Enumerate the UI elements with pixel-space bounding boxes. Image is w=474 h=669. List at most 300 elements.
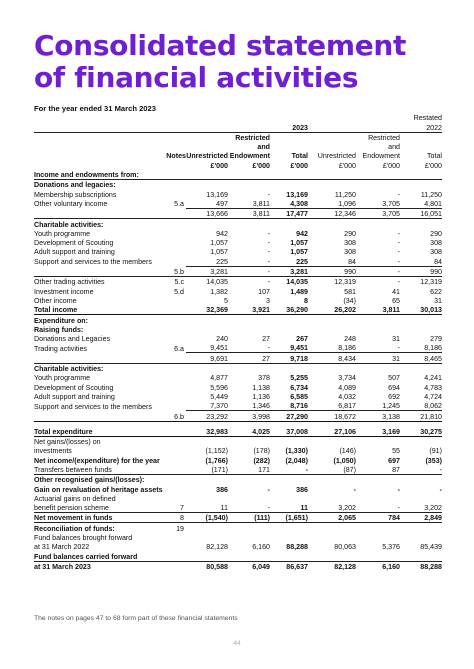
row-note-ref [162, 427, 186, 437]
row-note-ref [162, 170, 186, 180]
row-note-ref [162, 542, 186, 551]
value-cell: - [267, 278, 270, 287]
value-cell [400, 436, 442, 446]
row-label: Other voluntary income [34, 200, 108, 209]
statement-row [34, 465, 442, 475]
row-note-ref [162, 219, 186, 229]
value-cell: - [397, 485, 400, 494]
value-cell: 3,921 [228, 305, 270, 315]
value-cell: 8,186 [338, 344, 356, 353]
unrestricted-header-current: Unrestricted [186, 152, 228, 161]
value-cell: 942 [296, 229, 308, 238]
row-note-ref [162, 474, 186, 484]
value-cell: 1,057 [210, 239, 228, 248]
value-cell: 308 [344, 239, 356, 248]
value-cell [228, 180, 270, 190]
value-cell: - [397, 257, 400, 266]
restricted-label-prior: Restricted [356, 132, 400, 142]
value-cell: 5 [224, 296, 228, 305]
value-cell: 248 [344, 335, 356, 344]
statement-row [34, 325, 442, 334]
value-cell: - [267, 257, 270, 266]
value-cell [356, 436, 400, 446]
unit-label: £'000 [382, 161, 400, 170]
value-cell: 37,008 [270, 427, 308, 437]
value-cell [270, 494, 308, 503]
value-cell [400, 219, 442, 229]
statement-row [34, 343, 442, 353]
value-cell: 12,319 [420, 278, 442, 287]
statement-row [34, 229, 442, 238]
value-cell [308, 436, 356, 446]
value-cell: 4,783 [424, 383, 442, 392]
value-cell: 942 [216, 229, 228, 238]
value-cell [308, 474, 356, 484]
value-cell [400, 325, 442, 334]
row-note-ref: 6.a [174, 344, 184, 353]
row-note-ref [162, 305, 186, 315]
value-cell [356, 551, 400, 561]
statement-row [34, 446, 442, 455]
value-cell: 3,811 [228, 208, 270, 218]
unit-label: £'000 [252, 161, 270, 170]
value-cell: 41 [392, 287, 400, 296]
value-cell: - [270, 465, 308, 475]
statement-row [34, 513, 442, 523]
row-note-ref [162, 363, 186, 373]
value-cell: 82,128 [206, 543, 228, 552]
value-cell: 4,032 [338, 392, 356, 401]
value-cell: - [267, 229, 270, 238]
row-label: Net income/(expenditure) for the year [34, 456, 160, 465]
title-line-1: Consolidated statement [34, 29, 407, 62]
statement-row [34, 427, 442, 437]
row-note-ref [162, 561, 186, 571]
value-cell [270, 219, 308, 229]
row-label: Development of Scouting [34, 383, 114, 392]
row-note-ref [162, 315, 186, 325]
statement-row [34, 238, 442, 247]
row-note-ref [162, 465, 186, 475]
value-cell: (111) [228, 513, 270, 523]
row-note-ref: 19 [176, 524, 184, 533]
value-cell [270, 170, 308, 180]
row-note-ref [162, 455, 186, 464]
row-note-ref [162, 353, 186, 363]
value-cell: 386 [216, 485, 228, 494]
value-cell: - [397, 278, 400, 287]
value-cell [308, 315, 356, 325]
value-cell: 8,716 [290, 402, 308, 411]
row-label: Net gains/(losses) on [34, 438, 101, 447]
value-cell: 5,449 [210, 392, 228, 401]
value-cell: 82,128 [334, 562, 356, 571]
row-label: at 31 March 2023 [34, 562, 91, 571]
value-cell: - [267, 239, 270, 248]
value-cell [308, 523, 356, 533]
value-cell: 13,169 [206, 190, 228, 199]
row-note-ref: 7 [162, 503, 186, 513]
value-cell: 3,998 [228, 411, 270, 421]
unit-label: £'000 [424, 161, 442, 170]
statement-row [34, 277, 442, 287]
value-cell: - [397, 229, 400, 238]
value-cell: 17,477 [270, 208, 308, 218]
row-label: Development of Scouting [34, 239, 114, 248]
value-cell: 3,202 [400, 503, 442, 513]
row-label: Total income [34, 305, 162, 315]
value-cell: 27,290 [270, 411, 308, 421]
value-cell: 8 [304, 296, 308, 305]
value-cell: 4,241 [424, 374, 442, 383]
value-cell [228, 494, 270, 503]
total-header-current: Total [291, 152, 308, 161]
value-cell: (1,152) [205, 447, 228, 456]
value-cell: 3 [266, 296, 270, 305]
value-cell: 6,817 [338, 402, 356, 411]
row-note-ref: 8 [162, 513, 186, 523]
value-cell: 11 [270, 503, 308, 513]
row-note-ref: 5.a [174, 200, 184, 209]
value-cell [400, 180, 442, 190]
value-cell [228, 551, 270, 561]
value-cell [186, 533, 228, 542]
value-cell [308, 533, 356, 542]
value-cell: 497 [216, 199, 228, 208]
value-cell: 4,801 [424, 199, 442, 208]
value-cell: 3,281 [186, 266, 228, 276]
statement-row [34, 551, 442, 561]
value-cell: 80,063 [334, 543, 356, 552]
value-cell: (91) [429, 447, 442, 456]
value-cell: - [356, 503, 400, 513]
row-label: Charitable activities: [34, 365, 104, 374]
value-cell: 9,691 [186, 353, 228, 363]
value-cell: (87) [308, 465, 356, 475]
value-cell [186, 363, 228, 373]
value-cell [400, 363, 442, 373]
value-cell: 23,292 [186, 411, 228, 421]
row-label: benefit pension scheme [34, 503, 162, 513]
value-cell: 3,811 [356, 305, 400, 315]
value-cell: 21,810 [400, 411, 442, 421]
value-cell: 1,489 [290, 287, 308, 296]
value-cell: 3,138 [356, 411, 400, 421]
value-cell [400, 170, 442, 180]
row-label: Fund balances brought forward [34, 534, 133, 543]
row-note-ref: 6.b [162, 411, 186, 421]
value-cell: 30,013 [400, 305, 442, 315]
row-note-ref [162, 401, 186, 411]
value-cell: 990 [308, 266, 356, 276]
value-cell: - [267, 344, 270, 353]
unit-label: £'000 [338, 161, 356, 170]
statement-row [34, 401, 442, 411]
value-cell: - [397, 190, 400, 199]
value-cell: 27,106 [308, 427, 356, 437]
value-cell [356, 474, 400, 484]
row-note-ref [162, 180, 186, 190]
value-cell [356, 315, 400, 325]
statement-row [34, 474, 442, 484]
row-label: Membership subscriptions [34, 190, 117, 199]
value-cell: 308 [430, 248, 442, 257]
statement-row [34, 353, 442, 363]
page-number: 44 [233, 640, 241, 647]
statement-row [34, 484, 442, 493]
value-cell: - [267, 248, 270, 257]
title-line-2: of financial activities [34, 61, 359, 94]
statement-row [34, 436, 442, 446]
statement-row [34, 503, 442, 513]
year-current-label: 2023 [292, 123, 308, 132]
value-cell [228, 219, 270, 229]
row-label: Adult support and training [34, 248, 115, 257]
value-cell [270, 363, 308, 373]
value-cell [228, 170, 270, 180]
row-label: Net movement in funds [34, 513, 162, 523]
value-cell: - [267, 190, 270, 199]
value-cell: 2,849 [400, 513, 442, 523]
row-label: investments [34, 447, 72, 456]
value-cell: 386 [296, 485, 308, 494]
value-cell: 86,637 [286, 562, 308, 571]
row-note-ref [162, 533, 186, 542]
value-cell [400, 523, 442, 533]
row-label: Other income [34, 296, 77, 305]
value-cell: 9,718 [270, 353, 308, 363]
value-cell: 31 [392, 335, 400, 344]
statement-row [34, 170, 442, 180]
value-cell [186, 219, 228, 229]
value-cell: 581 [344, 287, 356, 296]
value-cell: 1,346 [252, 402, 270, 411]
value-cell: 11,250 [334, 190, 356, 199]
value-cell: 4,025 [228, 427, 270, 437]
value-cell [186, 494, 228, 503]
statement-row [34, 199, 442, 209]
statement-row [34, 561, 442, 571]
value-cell [186, 315, 228, 325]
row-note-ref [162, 551, 186, 561]
value-cell: 4,308 [290, 199, 308, 208]
row-note-ref [162, 484, 186, 493]
statement-row [34, 542, 442, 551]
value-cell [228, 533, 270, 542]
unit-label: £'000 [210, 161, 228, 170]
value-cell [186, 523, 228, 533]
value-cell [270, 533, 308, 542]
value-cell: 84 [348, 257, 356, 266]
value-cell [228, 315, 270, 325]
value-cell: 378 [258, 374, 270, 383]
row-label [34, 353, 162, 363]
value-cell: - [397, 248, 400, 257]
row-label: Investment income [34, 287, 94, 296]
value-cell: 1,136 [252, 392, 270, 401]
value-cell [400, 474, 442, 484]
row-label: Transfers between funds [34, 465, 162, 475]
statement-row [34, 305, 442, 315]
unrestricted-header-prior: Unrestricted [317, 152, 356, 161]
value-cell: 7,370 [210, 402, 228, 411]
value-cell [228, 363, 270, 373]
value-cell [308, 180, 356, 190]
value-cell: 171 [228, 465, 270, 475]
value-cell [270, 180, 308, 190]
statement-row [34, 334, 442, 343]
value-cell: (1,330) [285, 447, 308, 456]
row-label: Support and services to the members [34, 258, 152, 267]
value-cell: 31 [356, 353, 400, 363]
value-cell: 3,705 [356, 208, 400, 218]
row-label: Charitable activities: [34, 220, 104, 229]
row-label: Donations and Legacies [34, 335, 111, 344]
value-cell: 240 [216, 335, 228, 344]
value-cell [400, 533, 442, 542]
year-prior-label: 2022 [426, 123, 442, 132]
value-cell [400, 494, 442, 503]
value-cell: 1,096 [338, 199, 356, 208]
and-label-prior: and [388, 143, 400, 152]
value-cell: 1,245 [382, 402, 400, 411]
notes-header: Notes [166, 152, 186, 161]
header-row-restated [34, 113, 442, 122]
value-cell: 26,202 [308, 305, 356, 315]
value-cell [356, 363, 400, 373]
value-cell: 30,275 [400, 427, 442, 437]
value-cell: 6,585 [290, 392, 308, 401]
value-cell [270, 325, 308, 334]
header-row-and [34, 142, 442, 151]
value-cell: 13,666 [186, 208, 228, 218]
value-cell: (1,651) [270, 513, 308, 523]
value-cell: 308 [430, 239, 442, 248]
row-label: Other trading activities [34, 278, 105, 287]
row-label: Fund balances carried forward [34, 551, 162, 561]
value-cell [270, 315, 308, 325]
total-header-prior: Total [427, 152, 442, 161]
value-cell: 88,288 [420, 562, 442, 571]
value-cell: 6,160 [382, 562, 400, 571]
row-label: Youth programme [34, 229, 91, 238]
value-cell: 225 [296, 257, 308, 266]
value-cell: 80,588 [206, 562, 228, 571]
statement-row [34, 392, 442, 401]
value-cell: 3,169 [356, 427, 400, 437]
value-cell: (34) [343, 296, 356, 305]
statement-row [34, 455, 442, 464]
value-cell: 697 [388, 456, 400, 465]
restated-label: Restated [413, 114, 442, 123]
row-label: Trading activities [34, 344, 87, 353]
value-cell: - [228, 503, 270, 513]
row-note-ref: 5.b [162, 266, 186, 276]
unit-label: £'000 [290, 161, 308, 170]
period-subtitle: For the year ended 31 March 2023 [34, 104, 156, 113]
value-cell: 16,051 [400, 208, 442, 218]
row-label: Total expenditure [34, 427, 162, 437]
row-label [34, 208, 162, 218]
value-cell: - [228, 266, 270, 276]
row-label: Donations and legacies: [34, 181, 116, 190]
page-title [34, 30, 406, 94]
statement-row [34, 256, 442, 266]
value-cell: 85,439 [420, 543, 442, 552]
value-cell: 31 [434, 296, 442, 305]
row-note-ref [162, 325, 186, 334]
value-cell: 27 [262, 335, 270, 344]
row-label: Reconciliation of funds: [34, 524, 115, 533]
value-cell: 9,451 [210, 344, 228, 353]
value-cell [186, 474, 228, 484]
and-label-current: and [257, 143, 270, 152]
value-cell: 11,250 [420, 190, 442, 199]
financial-statement-table [34, 113, 442, 571]
row-note-ref [162, 256, 186, 266]
statement-row [34, 180, 442, 190]
value-cell: 1,382 [210, 287, 228, 296]
value-cell: 84 [434, 257, 442, 266]
row-note-ref [162, 189, 186, 198]
value-cell: 12,319 [334, 278, 356, 287]
value-cell: 55 [392, 447, 400, 456]
value-cell: 622 [430, 287, 442, 296]
value-cell [356, 180, 400, 190]
value-cell [228, 523, 270, 533]
value-cell: 1,057 [290, 248, 308, 257]
value-cell: 8,062 [424, 402, 442, 411]
header-row-restricted [34, 132, 442, 142]
statement-row [34, 494, 442, 503]
row-note-ref [162, 334, 186, 343]
value-cell [356, 219, 400, 229]
row-note-ref [162, 436, 186, 446]
value-cell: 8,465 [400, 353, 442, 363]
value-cell: (2,048) [285, 456, 308, 465]
row-note-ref [162, 247, 186, 256]
value-cell: 32,369 [186, 305, 228, 315]
value-cell: - [397, 239, 400, 248]
header-row-years [34, 122, 442, 132]
value-cell: 11 [186, 503, 228, 513]
statement-row [34, 208, 442, 218]
value-cell: 267 [296, 335, 308, 344]
value-cell [270, 436, 308, 446]
value-cell: (1,766) [205, 456, 228, 465]
value-cell: 8,186 [424, 344, 442, 353]
statement-row [34, 523, 442, 533]
value-cell: (1,540) [186, 513, 228, 523]
restricted-label-current: Restricted [228, 132, 270, 142]
value-cell: 12,346 [308, 208, 356, 218]
value-cell [186, 551, 228, 561]
value-cell [308, 494, 356, 503]
value-cell: (178) [253, 447, 270, 456]
value-cell: (171) [186, 465, 228, 475]
footnote: The notes on pages 47 to 68 form part of these financial statements [34, 615, 238, 622]
value-cell: 88,288 [286, 543, 308, 552]
statement-row [34, 533, 442, 542]
endowment-header-current: Endowment [229, 152, 270, 161]
value-cell: 18,672 [308, 411, 356, 421]
value-cell [400, 315, 442, 325]
value-cell: 5,596 [210, 383, 228, 392]
value-cell: 3,705 [382, 199, 400, 208]
value-cell [308, 219, 356, 229]
row-note-ref [162, 238, 186, 247]
value-cell: - [353, 485, 356, 494]
